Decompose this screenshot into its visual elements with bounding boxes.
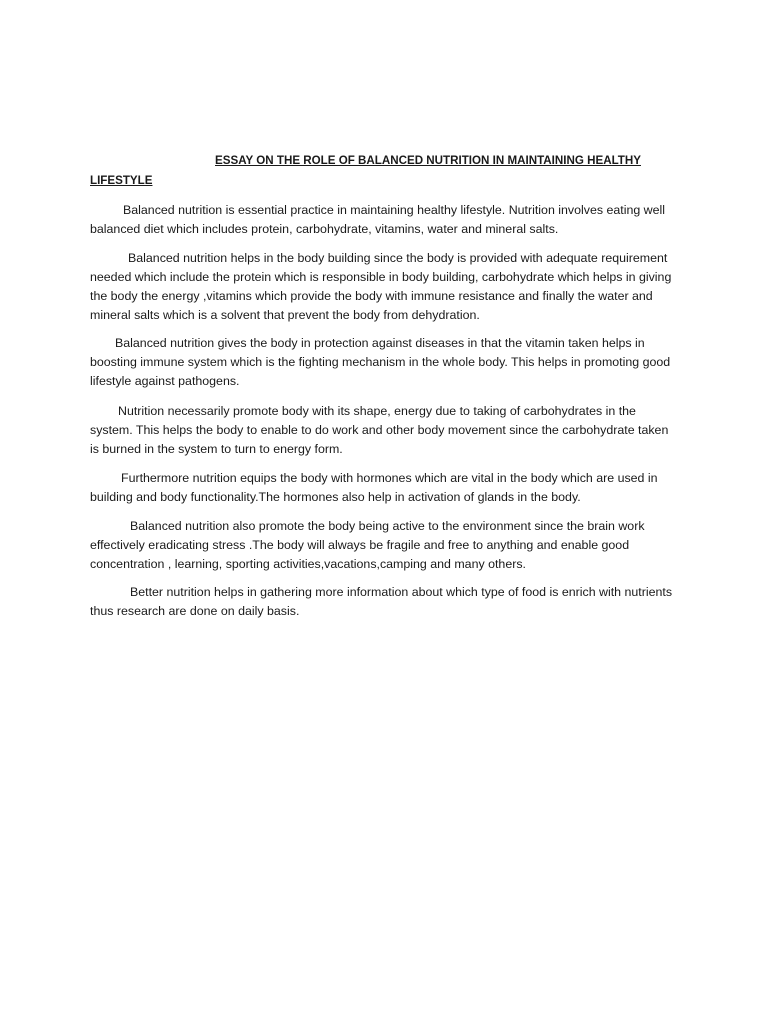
paragraph: Balanced nutrition gives the body in protection against diseases in that the vitamin taken helps in boosting immune system which is the fighting mechanism in the whole body. This helps in promoting good lifestyle against pathogens. (90, 336, 671, 389)
document-body (90, 151, 676, 631)
paragraph: Better nutrition helps in gathering more information about which type of food is enrich with nutrients thus research are done on daily basis. (90, 585, 673, 619)
paragraph: Furthermore nutrition equips the body with hormones which are vital in the body which are used in building and body functionality.The hormones also help in activation of glands in the body. (90, 470, 658, 504)
paragraph: Balanced nutrition also promote the body being active to the environment since the brain work effectively eradicating stress .The body will always be fragile and free to anything and enable good concentration , learning, sporting activities,vacations,camping and many others. (90, 518, 645, 571)
paragraph: Balanced nutrition helps in the body building since the body is provided with adequate requirement needed which include the protein which is responsible in body building, carbohydrate which helps in giving the body the energy ,vitamins which provide the body with immune resistance and finally the water and mineral salts which is a solvent that prevent the body from dehydration. (90, 250, 672, 322)
paragraph: Nutrition necessarily promote body with its shape, energy due to taking of carbohydrates in the system. This helps the body to enable to do work and other body movement since the carbohydrate taken is burned in the system to turn to energy form. (90, 404, 669, 456)
essay-title: ESSAY ON THE ROLE OF BALANCED NUTRITION IN MAINTAINING HEALTHY LIFESTYLE (90, 154, 641, 187)
paragraph: Balanced nutrition is essential practice in maintaining healthy lifestyle. Nutrition involves eating well balanced diet which includes protein, carbohydrate, vitamins, water and mineral salts. (90, 203, 666, 236)
